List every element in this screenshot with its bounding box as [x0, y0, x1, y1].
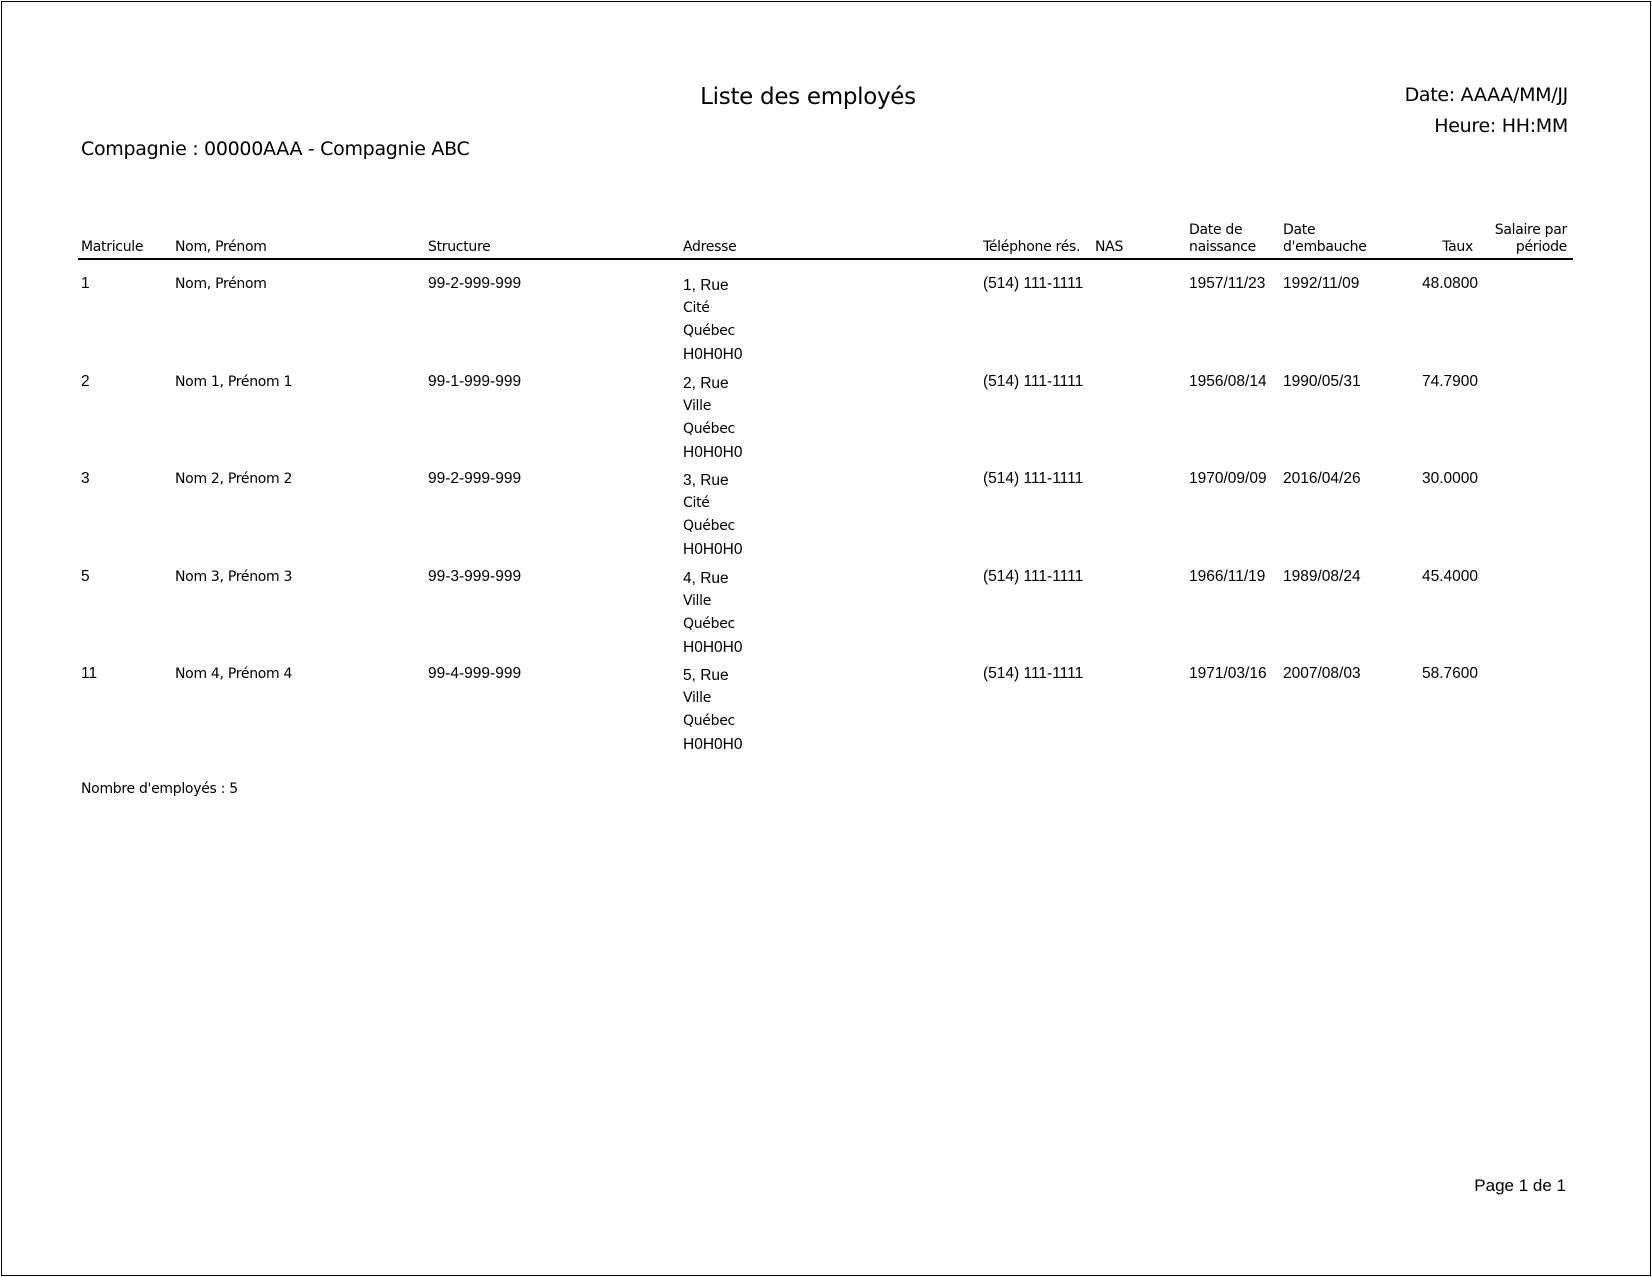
report-date: Date: AAAA/MM/JJ	[1404, 84, 1568, 106]
cell-structure: 99-1-999-999	[428, 372, 522, 390]
col-salaire-line1: Salaire par	[1494, 222, 1567, 238]
cell-embauche: 1992/11/09	[1283, 275, 1360, 292]
cell-adresse	[683, 469, 742, 561]
report-page	[1, 1, 1651, 1276]
cell-structure: 99-2-999-999	[428, 470, 522, 487]
address-line-postal: H0H0H0	[683, 541, 743, 558]
cell-embauche: 1990/05/31	[1283, 372, 1361, 390]
address-line-postal: H0H0H0	[683, 443, 743, 461]
cell-embauche: 2016/04/26	[1283, 470, 1361, 487]
address-line-city: Cité	[683, 300, 710, 316]
cell-structure: 99-2-999-999	[428, 275, 522, 292]
cell-telephone: (514) 111-1111	[983, 665, 1084, 682]
col-naissance-line1: Date de	[1189, 222, 1243, 238]
col-embauche	[1283, 222, 1367, 256]
employee-count: Nombre d'employés : 5	[81, 781, 238, 797]
address-line-street: 5, Rue	[683, 667, 729, 684]
col-adresse: Adresse	[683, 239, 737, 255]
address-line-street: 4, Rue	[683, 569, 729, 587]
col-embauche-line1: Date	[1283, 222, 1316, 238]
cell-telephone: (514) 111-1111	[983, 372, 1084, 390]
employee-table-body	[2, 260, 1650, 753]
address-line-province: Québec	[683, 420, 735, 437]
address-line-city: Ville	[683, 592, 712, 609]
col-structure: Structure	[428, 239, 491, 255]
cell-taux: 74.7900	[1421, 372, 1478, 390]
cell-telephone: (514) 111-1111	[983, 275, 1084, 292]
cell-naissance: 1956/08/14	[1189, 372, 1267, 390]
cell-telephone: (514) 111-1111	[983, 470, 1084, 487]
address-line-city: Cité	[683, 495, 710, 511]
address-line-postal: H0H0H0	[683, 346, 743, 363]
col-telephone: Téléphone rés.	[983, 239, 1081, 255]
table-row	[2, 455, 1650, 558]
address-line-postal: H0H0H0	[683, 638, 743, 656]
company-label: Compagnie : 00000AAA - Compagnie ABC	[81, 138, 470, 160]
address-line-street: 1, Rue	[683, 277, 729, 294]
cell-adresse	[683, 664, 742, 756]
address-line-city: Ville	[683, 690, 712, 706]
cell-nom: Nom 3, Prénom 3	[175, 568, 293, 585]
col-matricule: Matricule	[81, 239, 144, 255]
address-line-street: 2, Rue	[683, 374, 729, 392]
cell-embauche: 2007/08/03	[1283, 665, 1361, 682]
cell-adresse	[683, 372, 742, 464]
cell-taux: 58.7600	[1421, 665, 1478, 682]
cell-matricule: 11	[81, 665, 98, 682]
cell-matricule: 3	[81, 470, 90, 487]
report-title: Liste des employés	[700, 84, 916, 110]
table-row	[2, 553, 1650, 656]
report-time: Heure: HH:MM	[1434, 115, 1568, 137]
col-naissance-line2: naissance	[1189, 239, 1256, 255]
cell-matricule: 1	[81, 275, 90, 292]
cell-adresse	[683, 274, 742, 366]
cell-taux: 30.0000	[1421, 470, 1478, 487]
cell-taux: 45.4000	[1421, 567, 1478, 585]
address-line-province: Québec	[683, 713, 735, 729]
address-line-postal: H0H0H0	[683, 736, 743, 753]
cell-naissance: 1970/09/09	[1189, 470, 1267, 487]
cell-structure: 99-3-999-999	[428, 567, 522, 585]
cell-embauche: 1989/08/24	[1283, 567, 1361, 585]
address-line-street: 3, Rue	[683, 472, 729, 489]
col-nom: Nom, Prénom	[175, 239, 267, 255]
cell-structure: 99-4-999-999	[428, 665, 522, 682]
cell-matricule: 5	[81, 567, 90, 585]
cell-nom: Nom 4, Prénom 4	[175, 666, 293, 682]
address-line-city: Ville	[683, 397, 712, 414]
address-line-province: Québec	[683, 518, 735, 534]
cell-adresse	[683, 567, 742, 659]
cell-taux: 48.0800	[1421, 275, 1478, 292]
address-line-province: Québec	[683, 323, 735, 339]
cell-matricule: 2	[81, 372, 90, 390]
address-line-province: Québec	[683, 615, 735, 632]
col-naissance	[1189, 222, 1256, 256]
col-taux: Taux	[1442, 239, 1473, 255]
cell-nom: Nom, Prénom	[175, 276, 267, 292]
cell-naissance: 1971/03/16	[1189, 665, 1267, 682]
cell-naissance: 1966/11/19	[1189, 567, 1266, 585]
cell-nom: Nom 1, Prénom 1	[175, 373, 293, 390]
table-row	[2, 650, 1650, 753]
table-row	[2, 260, 1650, 363]
col-nas: NAS	[1095, 239, 1124, 255]
table-row	[2, 358, 1650, 461]
col-salaire-line2: période	[1515, 239, 1567, 255]
page-number: Page 1 de 1	[1474, 1176, 1566, 1195]
cell-telephone: (514) 111-1111	[983, 567, 1084, 585]
cell-naissance: 1957/11/23	[1189, 275, 1266, 292]
cell-nom: Nom 2, Prénom 2	[175, 471, 293, 487]
col-salaire	[1495, 222, 1567, 256]
col-embauche-line2: d'embauche	[1283, 239, 1367, 255]
